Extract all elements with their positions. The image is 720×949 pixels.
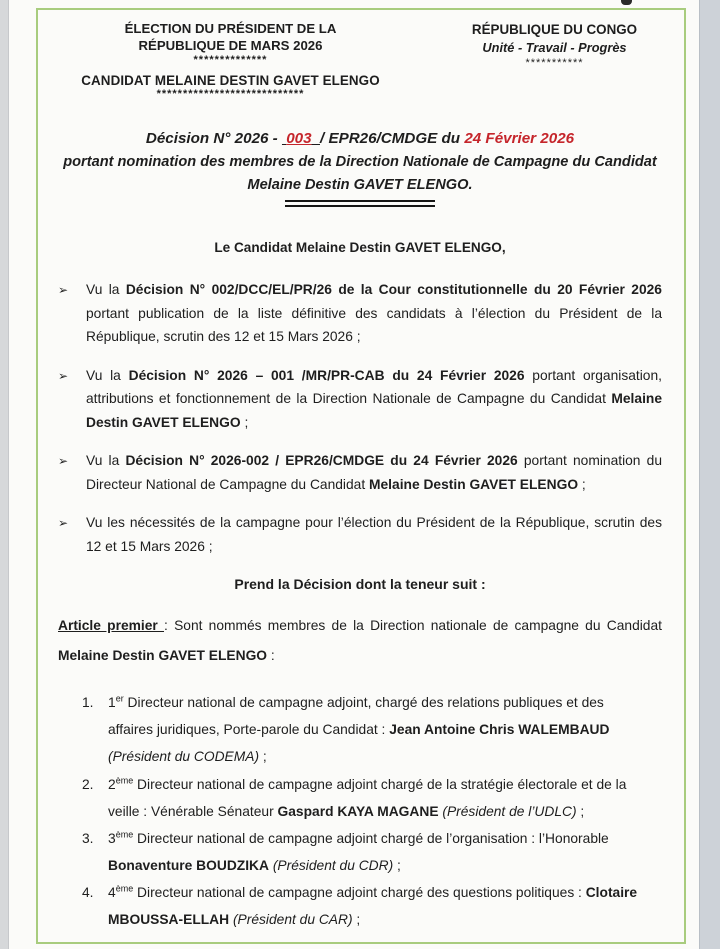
list-number: 2. [82, 776, 94, 792]
considerations-list [58, 278, 662, 558]
consideration-text: Vu la Décision N° 2026-002 / EPR26/CMDGE du 24 Février 2026 portant nomination du Directeur National de Campagne du Candidat Melaine Destin GAVET ELENGO ; [86, 453, 662, 492]
header-left-block [58, 20, 403, 100]
republic-title: RÉPUBLIQUE DU CONGO [471, 22, 638, 37]
article-premier-paragraph: Article premier : Sont nommés membres de la Direction nationale de campagne du Candidat Melaine Destin GAVET ELENGO : [58, 617, 662, 664]
decision-subject-line2: Melaine Destin GAVET ELENGO. [247, 177, 473, 194]
document-content [38, 10, 684, 949]
list-number: 3. [82, 830, 94, 846]
scan-artifact [621, 0, 632, 5]
list-number: 4. [82, 885, 94, 901]
decision-number-line: Décision N° 2026 - 003 / EPR26/CMDGE du 24 Février 2026 [145, 130, 575, 148]
arrow-bullet-icon: ➢ [58, 516, 69, 531]
candidate-name-line: CANDIDAT MELAINE DESTIN GAVET ELENGO [81, 73, 380, 89]
election-title-line2: RÉPUBLIQUE DE MARS 2026 [138, 38, 323, 54]
consideration-text: Vu la Décision N° 002/DCC/EL/PR/26 de la Cour constitutionnelle du 20 Février 2026 portant publication de la liste définitive des candidats à l’élection du Président de la République, scrutin des 12 et 15 Mars 2026 ; [86, 282, 662, 345]
list-number: 1. [82, 695, 94, 711]
consideration-text: Vu la Décision N° 2026 – 001 /MR/PR-CAB du 24 Février 2026 portant organisation, attributions et fonctionnement de la Direction Nationale de Campagne du Candidat Melaine Destin GAVET ELENGO ; [86, 367, 662, 430]
appointment-text: 3ème Directeur national de campagne adjoint chargé de l’organisation : l’Honorable Bonaventure BOUDZIKA (Président du CDR) ; [108, 829, 609, 874]
arrow-bullet-icon: ➢ [58, 283, 69, 298]
photo-edge-left [0, 0, 9, 949]
appointment-text: 4ème Directeur national de campagne adjoint chargé des questions politiques : Clotaire MBOUSSA-ELLAH (Président du CAR) ; [108, 883, 638, 928]
consideration-text: Vu les nécessités de la campagne pour l’élection du Président de la République, scrutin des 12 et 15 Mars 2026 ; [86, 515, 662, 554]
appointments-list [58, 689, 662, 934]
appointment-item [82, 771, 662, 825]
header-right-block [447, 20, 662, 69]
separator-stars: **************************** [156, 88, 305, 101]
salutation-line: Le Candidat Melaine Destin GAVET ELENGO, [214, 240, 506, 256]
consideration-item [58, 278, 662, 348]
double-underline-rule [285, 200, 435, 207]
separator-stars: ************** [193, 54, 268, 67]
appointment-item [82, 825, 662, 879]
decision-title-block [58, 127, 662, 207]
appointment-text: 2ème Directeur national de campagne adjoint chargé de la stratégie électorale et de la veille : Vénérable Sénateur Gaspard KAYA MAGANE (Président de l’UDLC) ; [108, 775, 627, 819]
national-motto: Unité - Travail - Progrès [482, 40, 627, 56]
document-border [36, 8, 686, 944]
appointment-item [82, 879, 662, 933]
document-header [58, 20, 662, 100]
appointment-item [82, 689, 662, 771]
separator-stars: *********** [525, 57, 584, 70]
photo-edge-right [699, 0, 720, 949]
election-title-line1: ÉLECTION DU PRÉSIDENT DE LA [124, 21, 337, 36]
decision-intro-line: Prend la Décision dont la teneur suit : [234, 575, 486, 592]
decision-subject-line1: portant nomination des membres de la Direction Nationale de Campagne du Candidat [63, 154, 657, 171]
arrow-bullet-icon: ➢ [58, 454, 69, 469]
appointment-text: 1er Directeur national de campagne adjoint, chargé des relations publiques et des affaires juridiques, Porte-parole du Candidat : Jean Antoine Chris WALEMBAUD (Président du CODEMA) ; [108, 693, 610, 765]
consideration-item [58, 364, 662, 434]
consideration-item [58, 511, 662, 558]
consideration-item [58, 449, 662, 496]
arrow-bullet-icon: ➢ [58, 368, 69, 383]
